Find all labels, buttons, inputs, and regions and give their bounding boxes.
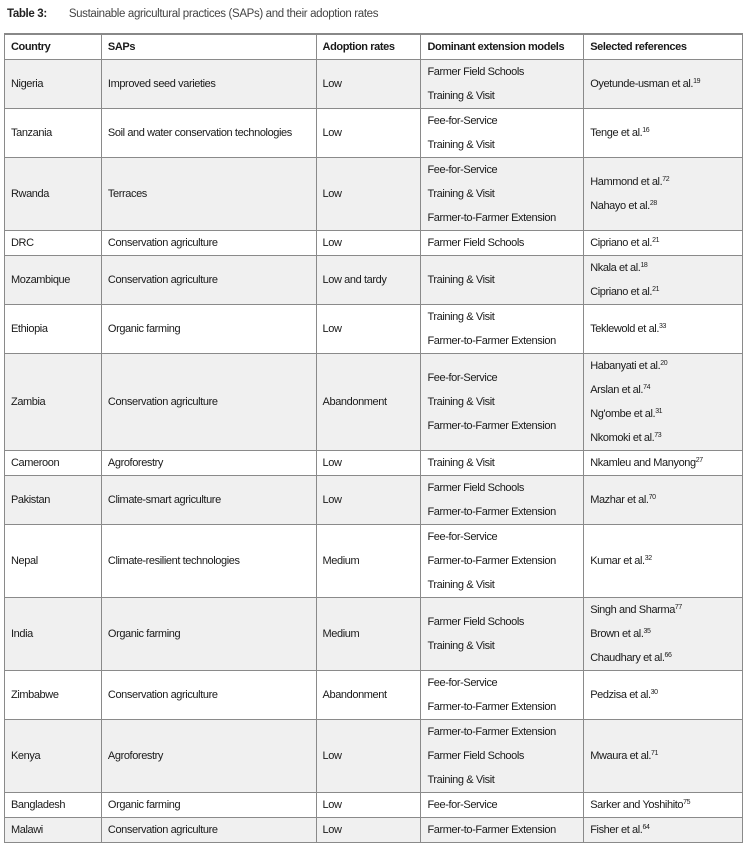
reference-text: Oyetunde-usman et al. (590, 78, 694, 90)
cell-country (5, 525, 102, 598)
adoption-rate-text: Low (322, 78, 342, 90)
cell-adoption-rate (316, 60, 421, 109)
reference-text: Cipriano et al. (590, 286, 653, 298)
adoption-rate-text: Medium (322, 555, 360, 567)
reference-number: 31 (655, 408, 663, 415)
country-text: Zimbabwe (11, 689, 59, 701)
cell-sap (101, 354, 316, 451)
cell-country (5, 671, 102, 720)
cell-references (584, 818, 743, 843)
cell-sap (101, 158, 316, 231)
reference-text: Tenge et al. (590, 127, 643, 139)
cell-extension-models (421, 256, 584, 305)
table-row (5, 476, 743, 525)
reference-text: Mazhar et al. (590, 494, 649, 506)
cell-sap (101, 231, 316, 256)
sap-text: Conservation agriculture (107, 274, 218, 286)
cell-references (584, 476, 743, 525)
table-row (5, 451, 743, 476)
cell-country (5, 231, 102, 256)
adoption-rate-text: Abandonment (322, 396, 387, 408)
cell-sap (101, 598, 316, 671)
reference-text: Nahayo et al. (590, 200, 650, 212)
cell-extension-models (421, 476, 584, 525)
cell-country (5, 354, 102, 451)
reference (590, 744, 736, 768)
cell-sap (101, 451, 316, 476)
cell-adoption-rate (316, 476, 421, 525)
reference (590, 170, 736, 194)
reference (590, 622, 736, 646)
cell-references (584, 525, 743, 598)
sap-text: Conservation agriculture (107, 824, 218, 836)
extension-model: Farmer Field Schools (427, 237, 525, 249)
cell-references (584, 158, 743, 231)
extension-model: Training & Visit (427, 311, 495, 323)
country-text: Ethiopia (11, 323, 48, 335)
extension-model: Training & Visit (427, 396, 495, 408)
reference (590, 402, 736, 426)
extension-model: Farmer Field Schools (427, 482, 525, 494)
cell-sap (101, 720, 316, 793)
extension-model: Farmer-to-Farmer Extension (427, 726, 556, 738)
extension-model: Fee-for-Service (427, 372, 498, 384)
header-row (5, 34, 743, 60)
table-row (5, 818, 743, 843)
country-text: Nepal (11, 555, 38, 567)
cell-country (5, 793, 102, 818)
sap-text: Conservation agriculture (107, 396, 218, 408)
sap-text: Soil and water conservation technologies (107, 127, 292, 139)
reference (590, 426, 736, 450)
extension-model: Farmer-to-Farmer Extension (427, 555, 556, 567)
extension-model: Training & Visit (427, 579, 495, 591)
cell-extension-models (421, 231, 584, 256)
country-text: Cameroon (11, 457, 60, 469)
cell-references (584, 354, 743, 451)
cell-adoption-rate (316, 231, 421, 256)
adoption-rate-text: Low (322, 127, 342, 139)
reference (590, 793, 736, 817)
reference (590, 72, 736, 96)
header-country: Country (5, 34, 102, 60)
cell-country (5, 818, 102, 843)
adoption-rate-text: Abandonment (322, 689, 387, 701)
sap-text: Conservation agriculture (107, 237, 218, 249)
country-text: Zambia (11, 396, 46, 408)
cell-references (584, 109, 743, 158)
cell-country (5, 476, 102, 525)
table-caption (7, 8, 378, 20)
cell-adoption-rate (316, 793, 421, 818)
sap-text: Organic farming (107, 799, 181, 811)
adoption-rate-text: Low and tardy (322, 274, 387, 286)
cell-country (5, 256, 102, 305)
reference (590, 354, 736, 378)
extension-model: Fee-for-Service (427, 531, 498, 543)
country-text: Nigeria (11, 78, 44, 90)
reference (590, 598, 736, 622)
table-row (5, 525, 743, 598)
reference (590, 451, 736, 475)
table-row (5, 60, 743, 109)
reference-number: 33 (659, 323, 667, 330)
extension-model: Training & Visit (427, 90, 495, 102)
table-row (5, 256, 743, 305)
cell-references (584, 671, 743, 720)
header-adoption-rates: Adoption rates (316, 34, 421, 60)
table-row (5, 109, 743, 158)
cell-sap (101, 60, 316, 109)
header-saps: SAPs (101, 34, 316, 60)
adoption-rate-text: Low (322, 323, 342, 335)
sap-text: Conservation agriculture (107, 689, 218, 701)
cell-references (584, 231, 743, 256)
cell-extension-models (421, 60, 584, 109)
reference-number: 20 (660, 360, 668, 367)
reference-text: Brown et al. (590, 628, 644, 640)
adoption-rate-text: Low (322, 457, 342, 469)
country-text: Rwanda (11, 188, 49, 200)
cell-references (584, 451, 743, 476)
header-extension-models: Dominant extension models (421, 34, 584, 60)
cell-sap (101, 305, 316, 354)
cell-references (584, 598, 743, 671)
reference-text: Cipriano et al. (590, 237, 653, 249)
extension-model: Farmer-to-Farmer Extension (427, 701, 556, 713)
reference-text: Nkala et al. (590, 262, 641, 274)
country-text: Bangladesh (11, 799, 66, 811)
header-references: Selected references (584, 34, 743, 60)
adoption-rate-text: Medium (322, 628, 360, 640)
reference (590, 280, 736, 304)
adoption-rate-text: Low (322, 494, 342, 506)
cell-adoption-rate (316, 818, 421, 843)
reference-number: 73 (654, 432, 662, 439)
extension-model: Farmer-to-Farmer Extension (427, 335, 556, 347)
cell-references (584, 305, 743, 354)
sap-text: Terraces (107, 188, 147, 200)
reference (590, 194, 736, 218)
reference-number: 19 (693, 78, 701, 85)
reference-text: Pedzisa et al. (590, 689, 651, 701)
caption-label: Table 3: (7, 8, 47, 20)
extension-model: Training & Visit (427, 139, 495, 151)
cell-adoption-rate (316, 451, 421, 476)
cell-adoption-rate (316, 109, 421, 158)
sap-text: Agroforestry (107, 457, 164, 469)
reference-number: 21 (652, 286, 660, 293)
extension-model: Training & Visit (427, 640, 495, 652)
cell-extension-models (421, 354, 584, 451)
reference-text: Fisher et al. (590, 824, 643, 836)
reference-number: 64 (642, 824, 650, 831)
reference-number: 16 (642, 127, 650, 134)
reference-text: Nkomoki et al. (590, 432, 655, 444)
country-text: Pakistan (11, 494, 50, 506)
sap-text: Climate-resilient technologies (107, 555, 240, 567)
cell-country (5, 158, 102, 231)
reference-text: Kumar et al. (590, 555, 645, 567)
reference-text: Ng'ombe et al. (590, 408, 656, 420)
cell-country (5, 60, 102, 109)
reference-number: 30 (650, 689, 658, 696)
reference-text: Singh and Sharma (590, 604, 675, 616)
cell-adoption-rate (316, 158, 421, 231)
country-text: Mozambique (11, 274, 70, 286)
reference (590, 683, 736, 707)
caption-title: Sustainable agricultural practices (SAPs) and their adoption rates (68, 8, 379, 20)
reference-number: 75 (683, 799, 691, 806)
extension-model: Fee-for-Service (427, 799, 498, 811)
cell-extension-models (421, 720, 584, 793)
cell-extension-models (421, 671, 584, 720)
extension-model: Training & Visit (427, 188, 495, 200)
cell-adoption-rate (316, 525, 421, 598)
cell-references (584, 60, 743, 109)
cell-adoption-rate (316, 598, 421, 671)
reference (590, 256, 736, 280)
cell-country (5, 598, 102, 671)
cell-extension-models (421, 818, 584, 843)
reference-text: Arslan et al. (590, 384, 644, 396)
cell-references (584, 720, 743, 793)
adoption-rate-text: Low (322, 824, 342, 836)
cell-adoption-rate (316, 354, 421, 451)
cell-sap (101, 793, 316, 818)
cell-sap (101, 109, 316, 158)
table-row (5, 671, 743, 720)
sap-text: Organic farming (107, 323, 181, 335)
table-row (5, 354, 743, 451)
extension-model: Training & Visit (427, 274, 495, 286)
cell-adoption-rate (316, 671, 421, 720)
cell-sap (101, 671, 316, 720)
cell-country (5, 720, 102, 793)
reference (590, 818, 736, 842)
sap-text: Agroforestry (107, 750, 164, 762)
extension-model: Fee-for-Service (427, 115, 498, 127)
cell-extension-models (421, 305, 584, 354)
adoption-rate-text: Low (322, 188, 342, 200)
country-text: India (11, 628, 33, 640)
reference-number: 77 (674, 604, 682, 611)
cell-adoption-rate (316, 256, 421, 305)
reference-text: Hammond et al. (590, 176, 663, 188)
reference-number: 28 (649, 200, 657, 207)
reference-text: Habanyati et al. (590, 360, 661, 372)
cell-country (5, 109, 102, 158)
cell-sap (101, 476, 316, 525)
reference (590, 488, 736, 512)
table-row (5, 720, 743, 793)
reference-text: Mwaura et al. (590, 750, 652, 762)
country-text: Malawi (11, 824, 43, 836)
cell-references (584, 256, 743, 305)
cell-sap (101, 525, 316, 598)
cell-extension-models (421, 793, 584, 818)
reference (590, 231, 736, 255)
extension-model: Farmer-to-Farmer Extension (427, 506, 556, 518)
table-row (5, 793, 743, 818)
reference-text: Sarker and Yoshihito (590, 799, 684, 811)
extension-model: Farmer Field Schools (427, 750, 525, 762)
cell-adoption-rate (316, 305, 421, 354)
country-text: Tanzania (11, 127, 52, 139)
reference-number: 66 (664, 652, 672, 659)
reference (590, 121, 736, 145)
extension-model: Farmer-to-Farmer Extension (427, 824, 556, 836)
cell-sap (101, 256, 316, 305)
cell-extension-models (421, 525, 584, 598)
extension-model: Training & Visit (427, 774, 495, 786)
reference-number: 32 (644, 555, 652, 562)
reference-number: 21 (652, 237, 660, 244)
reference-text: Teklewold et al. (590, 323, 660, 335)
adoption-rate-text: Low (322, 237, 342, 249)
reference-number: 35 (643, 628, 651, 635)
reference-number: 71 (651, 750, 659, 757)
table-row (5, 158, 743, 231)
sap-text: Organic farming (107, 628, 181, 640)
reference-number: 72 (662, 176, 670, 183)
cell-adoption-rate (316, 720, 421, 793)
cell-extension-models (421, 158, 584, 231)
reference (590, 646, 736, 670)
cell-country (5, 305, 102, 354)
reference-number: 27 (695, 457, 703, 464)
sap-text: Climate-smart agriculture (107, 494, 221, 506)
country-text: Kenya (11, 750, 41, 762)
extension-model: Farmer Field Schools (427, 616, 525, 628)
sap-text: Improved seed varieties (107, 78, 216, 90)
reference-number: 70 (648, 494, 656, 501)
table-row (5, 598, 743, 671)
cell-country (5, 451, 102, 476)
table-row (5, 231, 743, 256)
table-row (5, 305, 743, 354)
cell-extension-models (421, 451, 584, 476)
extension-model: Training & Visit (427, 457, 495, 469)
adoption-rate-text: Low (322, 799, 342, 811)
cell-references (584, 793, 743, 818)
reference (590, 317, 736, 341)
reference-text: Nkamleu and Manyong (590, 457, 696, 469)
cell-extension-models (421, 598, 584, 671)
sap-adoption-table (4, 33, 743, 843)
reference (590, 549, 736, 573)
extension-model: Fee-for-Service (427, 677, 498, 689)
extension-model: Fee-for-Service (427, 164, 498, 176)
cell-sap (101, 818, 316, 843)
adoption-rate-text: Low (322, 750, 342, 762)
reference-number: 74 (643, 384, 651, 391)
cell-extension-models (421, 109, 584, 158)
country-text: DRC (11, 237, 34, 249)
reference-number: 18 (640, 262, 648, 269)
reference-text: Chaudhary et al. (590, 652, 665, 664)
extension-model: Farmer-to-Farmer Extension (427, 212, 556, 224)
reference (590, 378, 736, 402)
extension-model: Farmer-to-Farmer Extension (427, 420, 556, 432)
extension-model: Farmer Field Schools (427, 66, 525, 78)
